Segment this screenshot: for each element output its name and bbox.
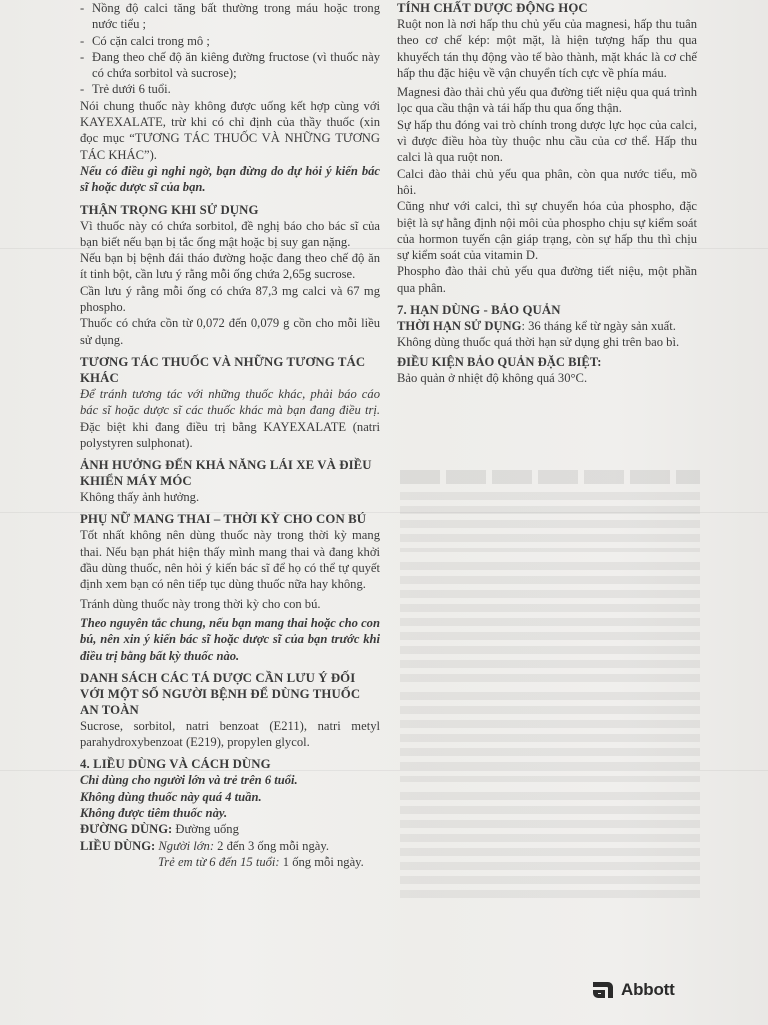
heading-shelf-life: 7. HẠN DÙNG - BẢO QUẢN [397,303,561,318]
heading-pharmacokinetics: TÍNH CHẤT DƯỢC ĐỘNG HỌC [397,1,588,15]
list-item: - Có cặn calci trong mô ; [80,33,380,49]
general-rule-note: Theo nguyên tắc chung, nếu bạn mang thai hoặc cho con bú, nên xin ý kiến bác sĩ hoặc dược sĩ của bạn trước khi điều trị bằng bất kỳ thuốc nào. [80,615,380,663]
route-value: Đường uống [172,822,239,837]
heading-excipients: DANH SÁCH CÁC TÁ DƯỢC CẦN LƯU Ý ĐỐI VỚI MỘT SỐ NGƯỜI BỆNH ĐỂ DÙNG THUỐC AN TOÀN [80,670,361,717]
calcium-elimination: Calci đào thải chủ yếu qua phân, còn qua nước tiểu, mồ hôi. [397,166,697,197]
list-item: - Nồng độ calci tăng bất thường trong máu hoặc trong nước tiểu ; [80,0,380,33]
diabetes-note: Nếu bạn bị bệnh đái tháo đường hoặc đang theo chế độ ăn ít tinh bột, cần lưu ý rằng mỗi ống chứa 2,65g sucrose. [80,251,380,282]
abbott-logo-text: Abbott [621,980,675,999]
dosage-note: Chỉ dùng cho người lớn và trẻ trên 6 tuổi. [80,773,298,788]
dose-child-value: 1 ống mỗi ngày. [279,854,364,869]
kayexalate-note: Nói chung thuốc này không được uống kết hợp cùng với KAYEXALATE, trừ khi có chỉ định của thầy thuốc (xin đọc mục “TƯƠNG TÁC THUỐC VÀ NHỮNG TƯƠNG TÁC KHÁC”). [80,98,380,162]
absorption-paragraph: Ruột non là nơi hấp thu chủ yếu của magnesi, hấp thu tuân theo cơ chế kép: một mặt, là hiện tượng hấp thu qua khuyếch tán thụ động vào tế bào thành, mặt khác là cơ chế hấp thu đặc hiệu về vận chuyển tích cực về phía máu. [397,17,697,80]
doubt-note: Nếu có điều gì nghi ngờ, bạn đừng do dự hỏi ý kiến bác sĩ hoặc dược sĩ của bạn. [80,163,380,195]
heading-caution: THẬN TRỌNG KHI SỬ DỤNG [80,202,259,217]
abbott-logo-icon [591,980,615,1000]
dosage-notes [80,772,380,821]
phosphorus-paragraph: Cũng như với calci, thì sự chuyển hóa của phospho, đặc biệt là sự hằng định nội môi của phospho chịu sự kiểm soát của hormon tuyến cận giáp trạng, còn sự hấp thu thì chịu sự kiểm soát của vitamin D. [397,199,697,263]
storage-colon: : [597,354,602,369]
list-item: - Trẻ dưới 6 tuổi. [80,81,380,97]
shelf-life-line [397,318,697,334]
heading-pregnancy: PHỤ NỮ MANG THAI – THỜI KỲ CHO CON BÚ [80,512,367,527]
dose-label: LIỀU DÙNG: [80,838,156,853]
storage-value: Bảo quản ở nhiệt độ không quá 30°C. [397,370,588,385]
pregnancy-paragraph: Tốt nhất không nên dùng thuốc này trong thời kỳ mang thai. Nếu bạn phát hiện thấy mình mang thai và đang khởi đầu dùng thuốc, nên hỏi ý kiến bác sĩ để họ có thể tự quyết định xem bạn có nên tiếp tục dùng thuốc nữa hay không. [80,528,380,592]
storage-heading [397,354,697,370]
sorbitol-note: Vì thuốc này có chứa sorbitol, đề nghị báo cho bác sĩ của bạn biết nếu bạn bị tắc ống mật hoặc bị suy gan nặng. [80,218,380,249]
route-line [80,821,380,837]
show-through-text [400,470,700,990]
dose-child-label: Trẻ em từ 6 đến 15 tuổi: [158,854,280,869]
magnesium-elimination: Magnesi đào thải chủ yếu qua đường tiết niệu qua quá trình lọc qua cầu thận và tái hấp thu qua ống thận. [397,85,697,116]
interactions-paragraph [80,386,380,451]
calcium-absorption: Sự hấp thu đóng vai trò chính trong dược lực học của calci, vì được điều hòa tùy thuộc nhu cầu của cơ thể. Hấp thu calci là qua ruột non. [397,117,697,165]
contraindication-list [80,0,380,98]
expiry-note: Không dùng thuốc quá thời hạn sử dụng ghi trên bao bì. [397,335,680,350]
heading-driving: ẢNH HƯỞNG ĐẾN KHẢ NĂNG LÁI XE VÀ ĐIỀU KHIỂN MÁY MÓC [80,458,372,489]
right-column [397,0,697,386]
excipients-list: Sucrose, sorbitol, natri benzoat (E211), natri metyl parahydroxybenzoat (E219), propylen glycol. [80,718,380,750]
dosage-note: Không dùng thuốc này quá 4 tuần. [80,789,262,804]
heading-dosage: 4. LIỀU DÙNG VÀ CÁCH DÙNG [80,757,271,772]
storage-label: ĐIỀU KIỆN BẢO QUẢN ĐẶC BIỆT [397,354,598,369]
dosage-note: Không được tiêm thuốc này. [80,805,228,820]
interactions-italic: Để tránh tương tác với những thuốc khác, phải báo cáo bác sĩ hoặc dược sĩ các thuốc khác mà bạn đang điều trị. [80,386,380,418]
heading-interactions: TƯƠNG TÁC THUỐC VÀ NHỮNG TƯƠNG TÁC KHÁC [80,354,366,385]
shelf-life-value: : 36 tháng kể từ ngày sản xuất. [521,319,676,334]
route-label: ĐƯỜNG DÙNG: [80,822,173,837]
alcohol-content-note: Thuốc có chứa cồn từ 0,072 đến 0,079 g cồn cho mỗi liều sử dụng. [80,316,380,347]
driving-note: Không thấy ảnh hưởng. [80,490,200,505]
shelf-life-label: THỜI HẠN SỬ DỤNG [397,319,522,334]
left-column [80,0,380,870]
dose-child-line [80,854,380,870]
abbott-logo [591,980,675,1000]
calcium-content-note: Cần lưu ý rằng mỗi ống có chứa 87,3 mg calci và 67 mg phospho. [80,283,380,315]
interactions-rest: Đặc biệt khi đang điều trị bằng KAYEXALATE (natri polystyren sulphonat). [80,419,380,450]
dose-adult-label: Người lớn: [155,838,215,853]
dose-line [80,838,380,854]
dose-adult-value: 2 đến 3 ống mỗi ngày. [214,838,329,853]
breastfeeding-note: Tránh dùng thuốc này trong thời kỳ cho con bú. [80,596,321,611]
phosphorus-elimination: Phospho đào thải chủ yếu qua đường tiết niệu, một phần qua phân. [397,264,697,295]
list-item: - Đang theo chế độ ăn kiêng đường fructose (vì thuốc này có chứa sorbitol và sucrose); [80,49,380,82]
